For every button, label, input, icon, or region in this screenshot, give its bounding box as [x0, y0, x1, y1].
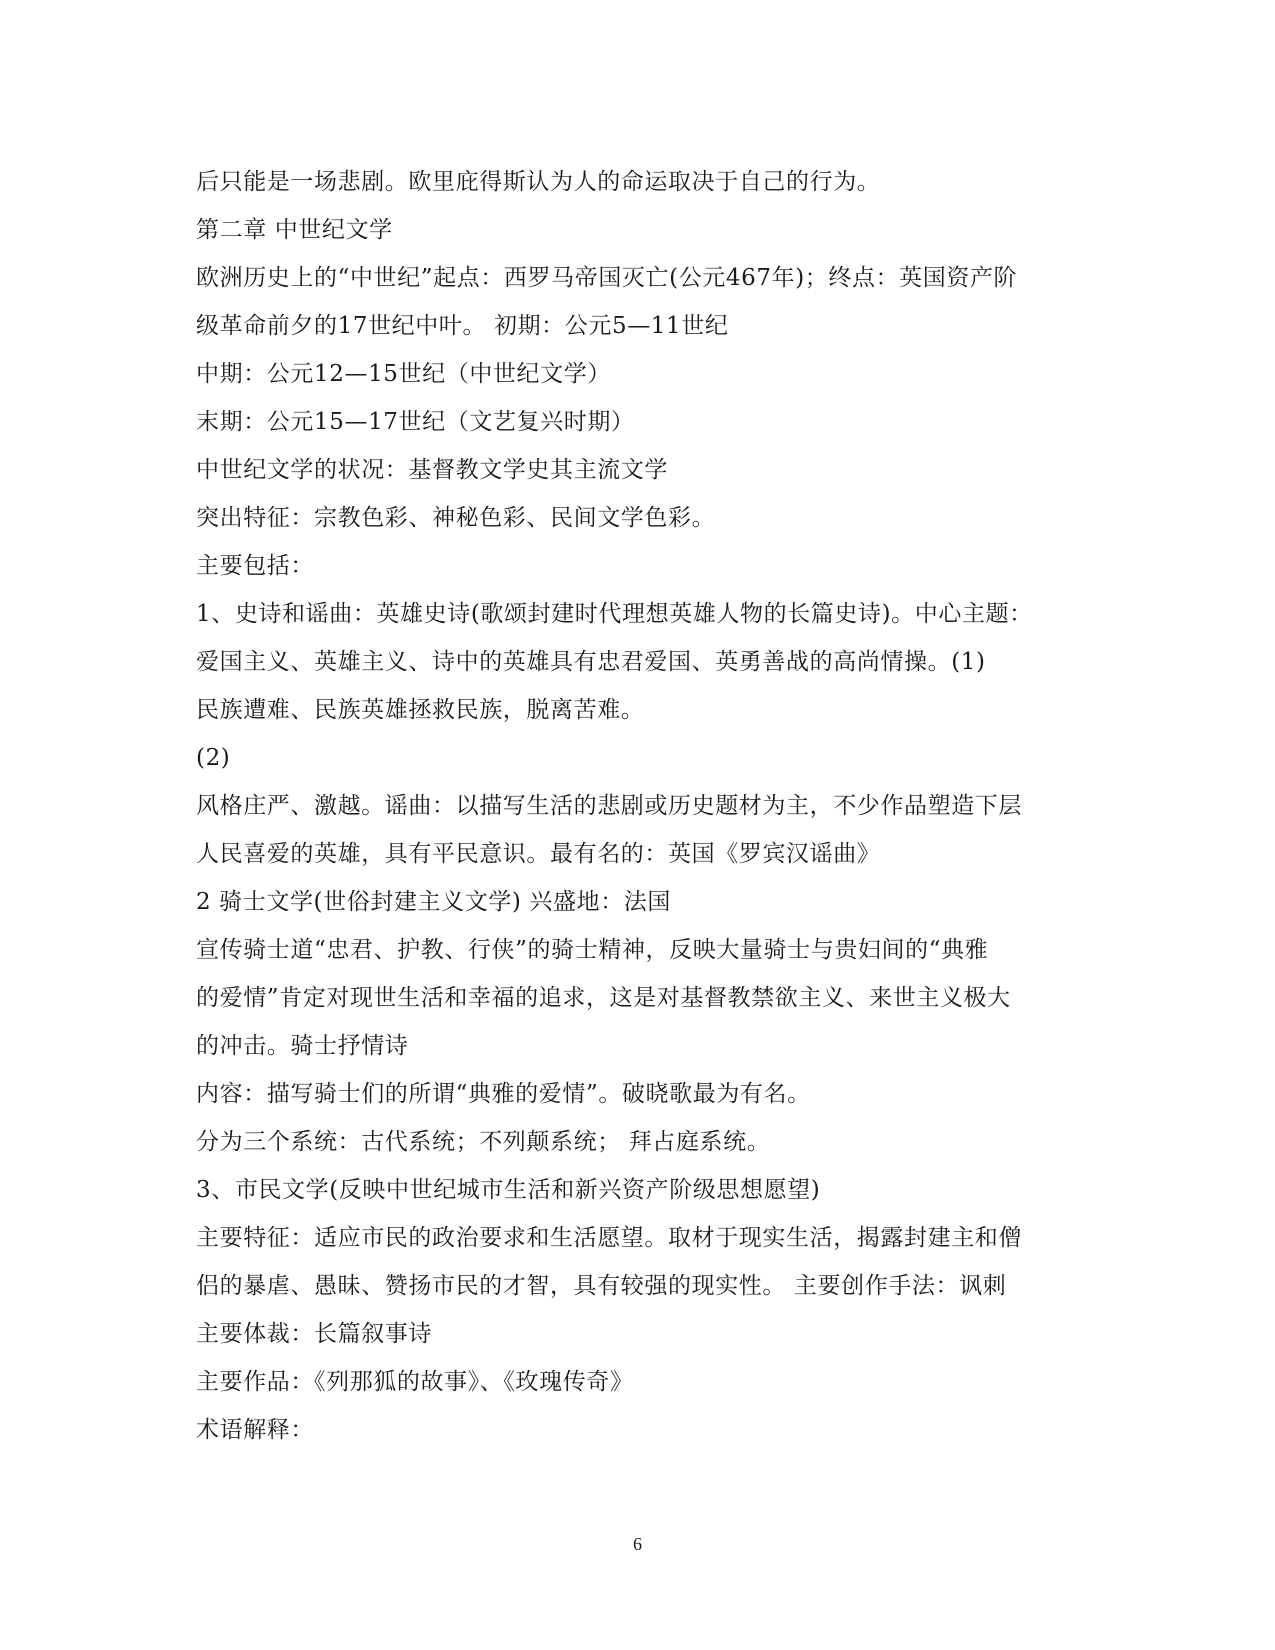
- text-line: 民族遭难、民族英雄拯救民族，脱离苦难。: [196, 697, 645, 723]
- text-line: 侣的暴虐、愚昧、赞扬市民的才智，具有较强的现实性。 主要创作手法：讽刺: [196, 1273, 1007, 1299]
- page-number: 6: [633, 1534, 642, 1554]
- text-line: 内容：描写骑士们的所谓“典雅的爱情”。破晓歌最为有名。: [196, 1081, 811, 1107]
- text-line: 分为三个系统：古代系统；不列颠系统； 拜占庭系统。: [196, 1129, 771, 1155]
- text-line: 爱国主义、英雄主义、诗中的英雄具有忠君爱国、英勇善战的高尚情操。(1): [196, 649, 986, 675]
- chapter-heading: 第二章 中世纪文学: [196, 217, 393, 243]
- text-line: 宣传骑士道“忠君、护教、行侠”的骑士精神，反映大量骑士与贵妇间的“典雅: [196, 937, 989, 963]
- text-line: 人民喜爱的英雄，具有平民意识。最有名的：英国《罗宾汉谣曲》: [196, 841, 881, 867]
- text-line: 突出特征：宗教色彩、神秘色彩、民间文学色彩。: [196, 505, 716, 531]
- document-body: [196, 158, 1096, 1454]
- text-line: 中期：公元12—15世纪（中世纪文学）: [196, 361, 611, 387]
- text-line: 3、市民文学(反映中世纪城市生活和新兴资产阶级思想愿望): [196, 1177, 821, 1203]
- text-line: 2 骑士文学(世俗封建主义文学) 兴盛地：法国: [196, 889, 672, 915]
- text-line: 主要作品：《列那狐的故事》、《玫瑰传奇》: [196, 1369, 634, 1395]
- text-line: 主要特征：适应市民的政治要求和生活愿望。取材于现实生活，揭露封建主和僧: [196, 1225, 1022, 1251]
- text-line: 中世纪文学的状况：基督教文学史其主流文学: [196, 457, 668, 483]
- text-line: 末期：公元15—17世纪（文艺复兴时期）: [196, 409, 635, 435]
- text-line: 的冲击。骑士抒情诗: [196, 1033, 409, 1059]
- text-line: 的爱情”肯定对现世生活和幸福的追求，这是对基督教禁欲主义、来世主义极大: [196, 985, 1011, 1011]
- text-line: 1、史诗和谣曲：英雄史诗(歌颂封建时代理想英雄人物的长篇史诗)。中心主题：: [196, 601, 1033, 627]
- text-line: 后只能是一场悲剧。欧里庇得斯认为人的命运取决于自己的行为。: [196, 169, 881, 195]
- text-line: (2): [196, 745, 231, 771]
- text-line: 主要体裁：长篇叙事诗: [196, 1321, 432, 1347]
- text-line: 风格庄严、激越。谣曲：以描写生活的悲剧或历史题材为主，不少作品塑造下层: [196, 793, 1022, 819]
- text-line: 欧洲历史上的“中世纪”起点：西罗马帝国灭亡(公元467年)；终点：英国资产阶: [196, 265, 1018, 291]
- text-line: 级革命前夕的17世纪中叶。 初期：公元5—11世纪: [196, 313, 729, 339]
- text-line: 术语解释：: [196, 1417, 314, 1443]
- text-line: 主要包括：: [196, 553, 314, 579]
